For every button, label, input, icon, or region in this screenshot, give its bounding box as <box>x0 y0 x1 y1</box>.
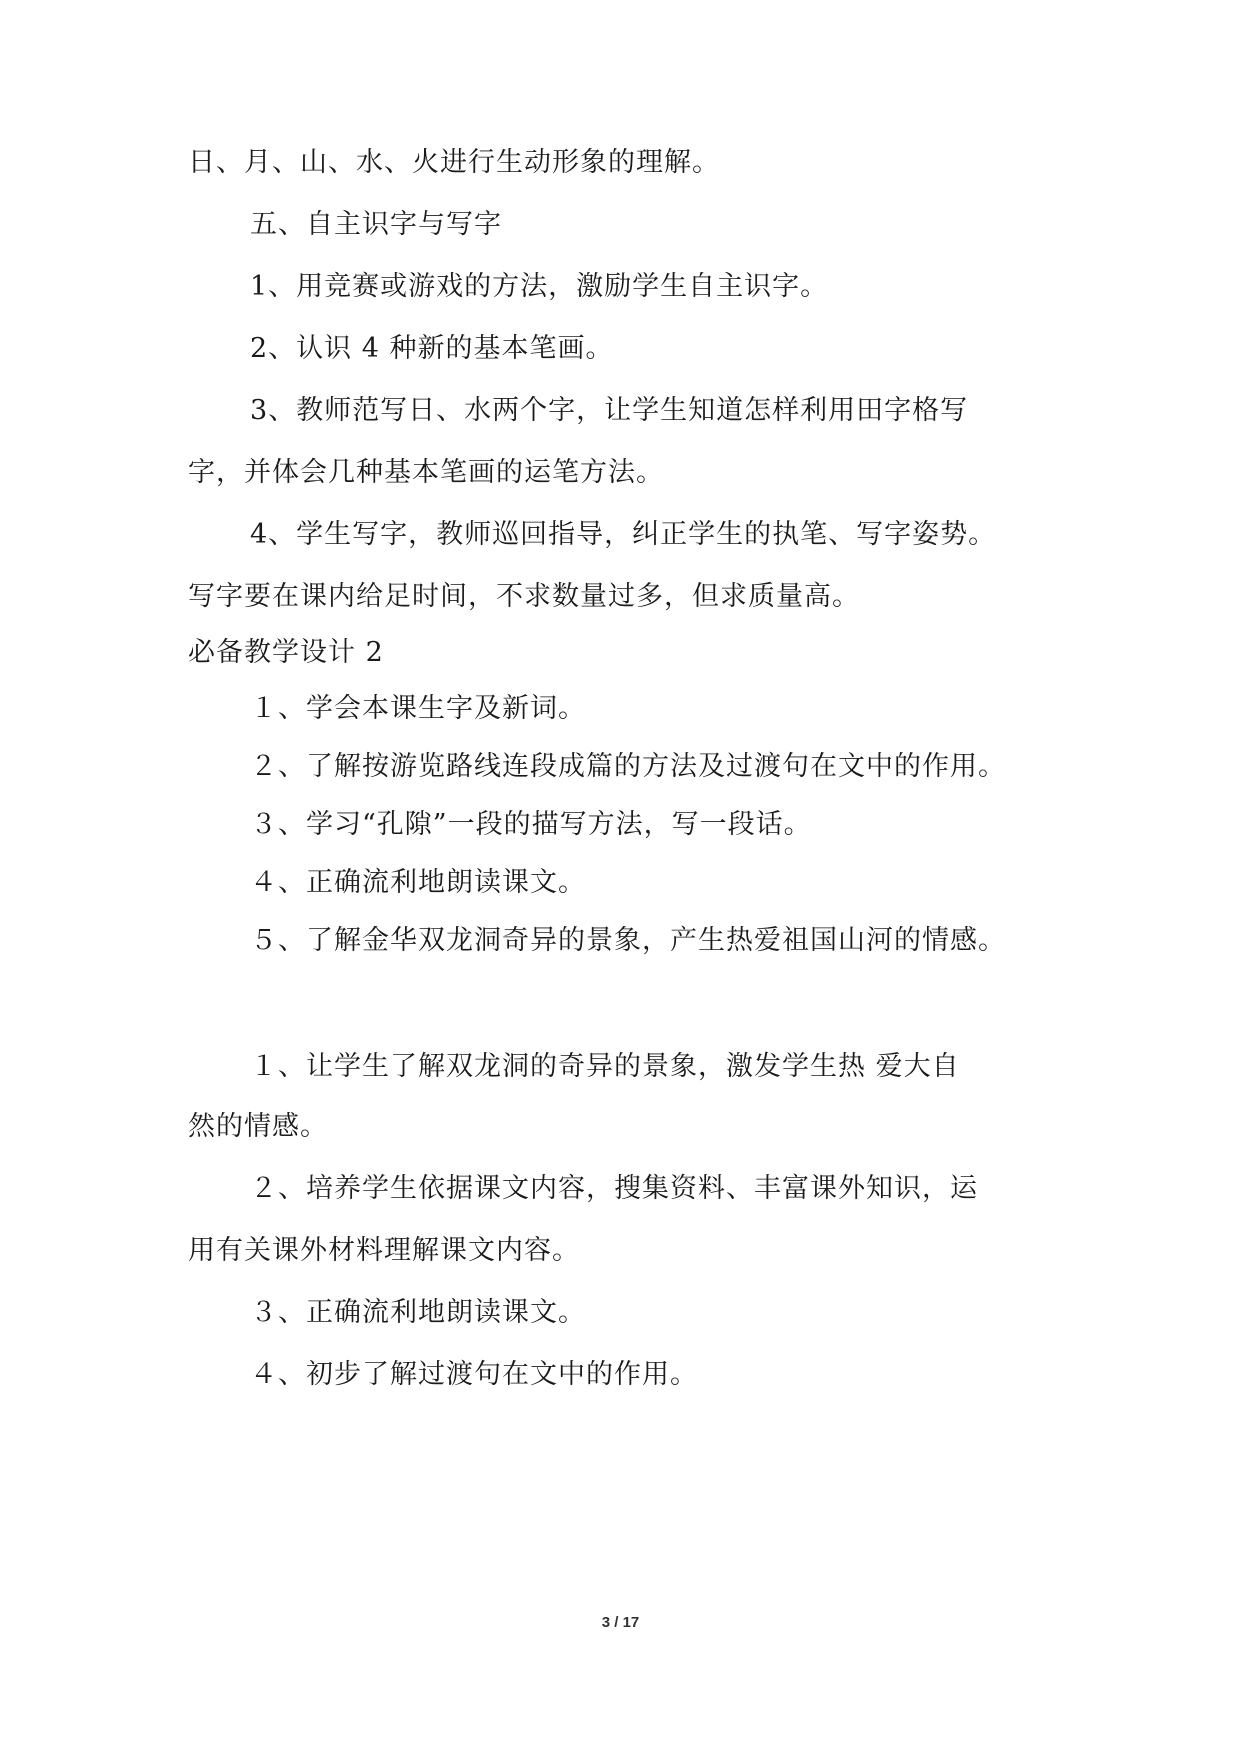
list-item: 4、学生写字，教师巡回指导，纠正学生的执笔、写字姿势。 <box>250 519 997 550</box>
list-item: 2、认识 4 种新的基本笔画。 <box>250 333 614 364</box>
text-line: 字，并体会几种基本笔画的运笔方法。 <box>188 457 664 488</box>
list-item: 1、用竞赛或游戏的方法，激励学生自主识字。 <box>250 271 829 302</box>
section-heading: 五、自主识字与写字 <box>250 209 502 240</box>
text-line: 写字要在课内给足时间，不求数量过多，但求质量高。 <box>188 581 860 612</box>
text-line: 用有关课外材料理解课文内容。 <box>188 1235 580 1266</box>
list-item: ３、学习“孔隙”一段的描写方法，写一段话。 <box>250 809 812 840</box>
text-line: 然的情感。 <box>188 1111 328 1142</box>
list-item: ４、初步了解过渡句在文中的作用。 <box>250 1359 698 1390</box>
list-item: 3、教师范写日、水两个字，让学生知道怎样利用田字格写 <box>250 395 969 426</box>
text-line: 日、月、山、水、火进行生动形象的理解。 <box>188 147 720 178</box>
list-item: ４、正确流利地朗读课文。 <box>250 867 586 898</box>
page-number: 3 / 17 <box>601 1614 640 1631</box>
list-item: １、学会本课生字及新词。 <box>250 693 586 724</box>
list-item: ２、了解按游览路线连段成篇的方法及过渡句在文中的作用。 <box>250 751 1006 782</box>
list-item: １、让学生了解双龙洞的奇异的景象，激发学生热 爱大自 <box>250 1051 960 1082</box>
list-item: ５、了解金华双龙洞奇异的景象，产生热爱祖国山河的情感。 <box>250 925 1006 956</box>
section-title: 必备教学设计 2 <box>188 637 384 668</box>
list-item: ２、培养学生依据课文内容，搜集资料、丰富课外知识，运 <box>250 1173 978 1204</box>
list-item: ３、正确流利地朗读课文。 <box>250 1297 586 1328</box>
